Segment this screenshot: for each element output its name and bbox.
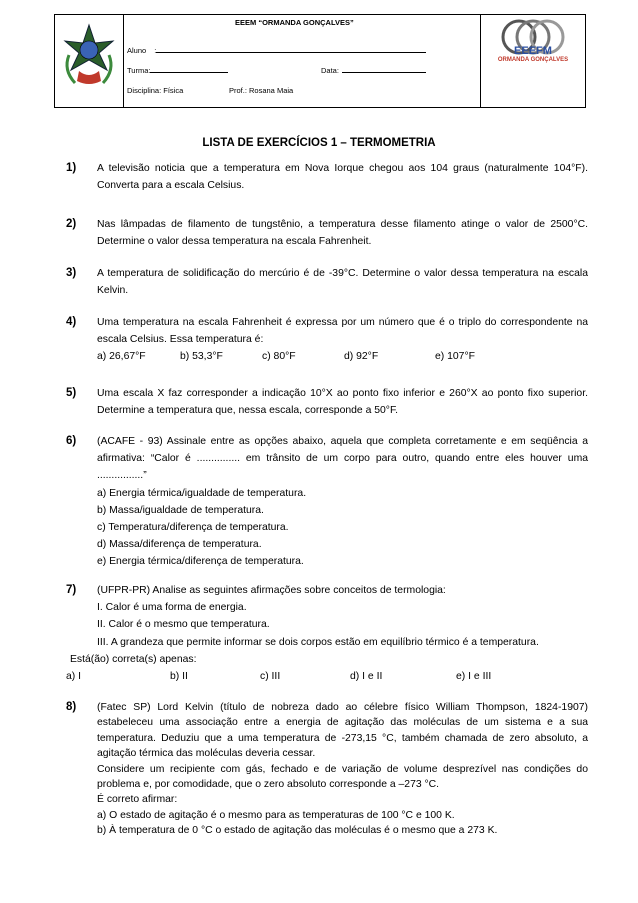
question-8 — [66, 700, 588, 839]
question-number: 3) — [66, 267, 77, 279]
state-coat-of-arms-logo — [55, 15, 124, 107]
date-field[interactable] — [321, 65, 426, 75]
question-text-3: É correto afirmar: — [97, 794, 178, 806]
option-b: b) À temperatura de 0 °C o estado de agitação das moléculas é o mesmo que a 273 K. — [97, 825, 498, 837]
teacher: Prof.: Rosana Maia — [229, 86, 294, 95]
option-e: e) 107°F — [435, 351, 475, 363]
question-1 — [66, 160, 588, 194]
question-text: Uma escala X faz corresponder a indicação 10°X ao ponto fixo inferior e 260°X ao ponto fixo superior. Determine a temperatura que, nessa escala, corresponde a 50°F. — [97, 388, 588, 417]
class-field[interactable] — [127, 65, 228, 75]
statement-iii: III. A grandeza que permite informar se dois corpos estão em equilíbrio térmico é a temperatura. — [97, 636, 539, 648]
question-number: 7) — [66, 584, 77, 596]
answer-options — [97, 348, 588, 365]
option-c: c) Temperatura/diferença de temperatura. — [97, 522, 289, 534]
question-text: (UFPR-PR) Analise as seguintes afirmações sobre conceitos de termologia: — [97, 585, 446, 596]
question-number: 5) — [66, 387, 77, 399]
option-c: c) III — [260, 671, 281, 682]
option-b: b) II — [170, 671, 188, 682]
option-e: e) I e III — [456, 671, 492, 682]
logo-text-eeefm: EEEFM — [514, 45, 552, 57]
option-d: d) 92°F — [344, 351, 379, 363]
document-title: LISTA DE EXERCÍCIOS 1 – TERMOMETRIA — [202, 137, 436, 149]
question-number: 4) — [66, 316, 77, 328]
question-number: 8) — [66, 701, 77, 713]
question-number: 6) — [66, 435, 77, 447]
header-box — [54, 14, 586, 108]
option-d: d) Massa/diferença de temperatura. — [97, 539, 262, 551]
question-6 — [66, 433, 588, 571]
question-7 — [66, 582, 588, 651]
option-a: a) Energia térmica/igualdade de temperatura. — [97, 487, 307, 499]
question-text-2: Considere um recipiente com gás, fechado e de variação de volume desprezível nas condições do problema e, por comodidade, que o zero absoluto corresponde a –273 °C. — [97, 763, 588, 791]
question-text: Nas lâmpadas de filamento de tungstênio, a temperatura desse filamento atinge o valor de 2500°C. Determine o valor dessa temperatura na escala Fahrenheit. — [97, 219, 588, 248]
option-d: d) I e II — [350, 671, 383, 682]
option-b: b) Massa/igualdade de temperatura. — [97, 504, 264, 516]
question-text: A televisão noticia que a temperatura em Nova Iorque chegou aos 104 graus (naturalmente 104°F). Converta para a escala Celsius. — [97, 163, 588, 192]
discipline: Disciplina: Física — [127, 86, 184, 95]
question-number: 1) — [66, 162, 77, 174]
statement-i: I. Calor é uma forma de energia. — [97, 602, 247, 614]
option-c: c) 80°F — [262, 351, 296, 363]
question-number: 2) — [66, 218, 77, 230]
option-e: e) Energia térmica/diferença de temperatura. — [97, 556, 304, 568]
question-text: (Fatec SP) Lord Kelvin (título de nobreza dado ao célebre físico William Thompson, 1824-1907) estabeleceu uma associação entre a energia de agitação das moléculas de um sistema e a sua temperatura. Deduziu que a uma temperatura de -273,15 °C, também chamada de zero absoluto, a agitação térmica das moléculas deveria cessar. — [97, 702, 588, 760]
question-text: (ACAFE - 93) Assinale entre as opções abaixo, aquela que completa corretamente e em seqüência a afirmativa: “Calor é ............... em trânsito de um corpo para outro, quando entre eles houver uma ................” — [97, 436, 588, 482]
student-name-field[interactable]: Aluno : — [127, 45, 426, 55]
data-label: Data: — [321, 66, 339, 75]
option-a: a) I — [66, 671, 82, 682]
question-7-prompt: Está(ão) correta(s) apenas: — [70, 654, 197, 665]
question-text: Uma temperatura na escala Fahrenheit é expressa por um número que é o triplo do correspondente na escala Celsius. Essa temperatura é: — [97, 317, 588, 346]
question-3 — [66, 265, 588, 299]
option-b: b) 53,3°F — [180, 351, 223, 363]
school-logo — [480, 15, 585, 107]
question-7-options — [66, 668, 588, 685]
option-a: a) 26,67°F — [97, 351, 146, 363]
question-text: A temperatura de solidificação do mercúrio é de -39°C. Determine o valor dessa temperatura na escala Kelvin. — [97, 268, 588, 297]
question-2 — [66, 216, 588, 250]
option-a: a) O estado de agitação é o mesmo para as temperaturas de 100 °C e 100 K. — [97, 809, 455, 821]
statement-ii: II. Calor é o mesmo que temperatura. — [97, 619, 270, 631]
logo-text-school: ORMANDA GONÇALVES — [497, 57, 569, 63]
aluno-label: Aluno — [127, 46, 147, 55]
question-5 — [66, 385, 588, 419]
school-name: EEEM “ORMANDA GONÇALVES” — [235, 18, 354, 27]
question-4 — [66, 314, 588, 366]
turma-label: Turma: — [127, 66, 151, 75]
